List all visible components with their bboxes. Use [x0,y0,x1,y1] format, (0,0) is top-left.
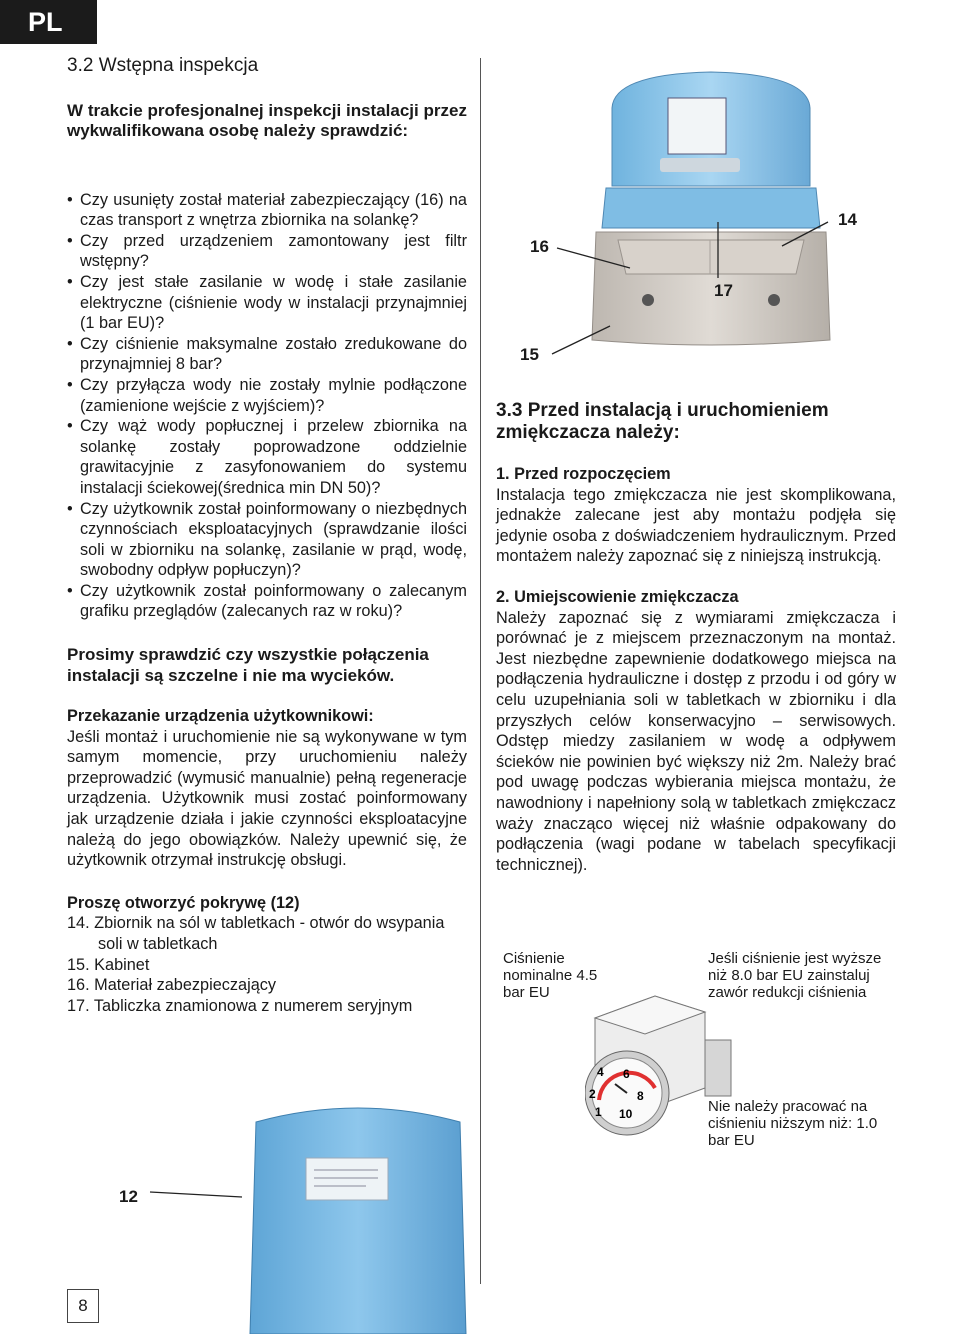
gauge-dial-2: 2 [589,1087,596,1101]
right-column [496,400,896,875]
check-item: • Czy przyłącza wody nie zostały mylnie podłączone (zamienione wejście z wyjściem)? [67,375,467,416]
gauge-high-note: Jeśli ciśnienie jest wyższe niż 8.0 bar EU zainstaluj zawór redukcji ciśnienia [708,950,882,1001]
part-item-17: 17. Tabliczka znamionowa z numerem seryjnym [67,996,413,1015]
before-start-title: 1. Przed rozpoczęciem [496,465,671,483]
gauge-dial-1: 1 [595,1105,602,1119]
gauge-dial-6: 6 [623,1067,630,1081]
check-item: • Czy wąż wody popłucznej i przelew zbiornika na solankę zostały poprowadzone oddzielnie grawitacyjnie z zasyfonowaniem do systemu instalacji ściekowej(średnica min DN 50)? [67,416,467,498]
page-number: 8 [67,1289,99,1323]
check-connections-note: Prosimy sprawdzić czy wszystkie połączenia instalacji są szczelne i nie ma wycieków. [67,645,429,686]
part-item-14: 14. Zbiornik na sól w tabletkach - otwór do wsypania soli w tabletkach [67,914,445,953]
check-item: • Czy usunięty został materiał zabezpieczający (16) na czas transport z wnętrza zbiornika na solankę? [67,190,467,231]
handover-title: Przekazanie urządzenia użytkownikowi: [67,707,374,726]
gauge-dial-10: 10 [619,1107,633,1121]
part-item-16: 16. Materiał zabezpieczający [67,976,277,995]
callout-15: 15 [520,345,539,364]
handover-text: Jeśli montaż i uruchomienie nie są wykonywane w tym samym momencie, przy uruchomieniu należy przeprowadzić (wymusić manualnie) pełną regeneracje urządzenia. Użytkownik musi zostać poinformowany jak urządzenie działa i jakie czynności eksploatacyjne należą do jego obowiązków. Należy upewnić się, że użytkownik otrzymał instrukcję obsługi. [67,727,467,870]
callout-14: 14 [838,210,857,229]
callout-16: 16 [530,237,549,256]
section-title-3-2: 3.2 Wstępna inspekcja [67,55,259,76]
part-item-15: 15. Kabinet [67,955,150,974]
location-title: 2. Umiejscowienie zmiękczacza [496,587,739,606]
open-cover-title: Proszę otworzyć pokrywę (12) [67,893,300,912]
cover-illustration [248,1098,468,1334]
check-item: • Czy jest stałe zasilanie w wodę i stałe zasilanie elektryczne (ciśnienie wody w instalacji przynajmniej (1 bar EU)? [67,272,467,334]
gauge-dial-8: 8 [637,1089,644,1103]
inspection-lead: W trakcie profesjonalnej inspekcji instalacji przez wykwalifikowana osobę należy sprawdzić: [67,100,467,141]
before-start-text: Instalacja tego zmiękczacza nie jest skomplikowana, jednakże zalecane jest aby montażu podjęła się jedynie osoba z doświadczeniem hydraulicznym. Przed montażem należy zapoznać się z niniejszą instrukcją. [496,485,896,566]
callout-17: 17 [714,281,733,300]
check-item: • Czy ciśnienie maksymalne zostało zredukowane do przynajmniej 8 bar? [67,334,467,375]
check-item: • Czy użytkownik został poinformowany o niezbędnych czynnościach eksploatacyjnych (sprawdzanie ilości soli w zbiorniku na solankę, zasilanie w prąd, wodę, swobodny odpływ popłuczyn)? [67,499,467,581]
check-item: • Czy przed urządzeniem zamontowany jest filtr wstępny? [67,231,467,272]
check-item: • Czy użytkownik został poinformowany o zalecanym grafiku przeglądów (zalecanych raz w roku)? [67,581,467,622]
gauge-low-note: Nie należy pracować na ciśnieniu niższym niż: 1.0 bar EU [708,1098,878,1149]
language-tab: PL [0,0,97,44]
pressure-gauge-illustration [585,988,735,1143]
location-text: Należy zapoznać się z wymiarami zmiękczacza i porównać je z miejscem przeznaczonym na montaż. Jest niezbędne zapewnienie dodatkowego miejsca na podłączenia hydrauliczne i dostęp z przodu i od góry w celu uzupełniania soli w tabletkach w zbiorniku i dla przyszłych celów konserwacyjno – serwisowych. Odstęp miedzy zasilaniem w wodę a odpływem ścieków nie powinien być większy niż 2m. Należy brać pod uwagę podczas wybierania miejsca montażu, że nawodniony i napełniony solą w tabletkach zmiękczacz waży znacząco więcej niż właśnie odpakowany do podłączenia (wagi podane w tabelach specyfikacji technicznej). [496,608,896,874]
gauge-dial-4: 4 [597,1065,604,1079]
gauge-nominal-note: Ciśnienie nominalne 4.5 bar EU [503,950,598,1001]
callout-12: 12 [119,1187,138,1206]
section-title-3-3: 3.3 Przed instalacją i uruchomieniem zmiękczacza należy: [496,400,829,443]
